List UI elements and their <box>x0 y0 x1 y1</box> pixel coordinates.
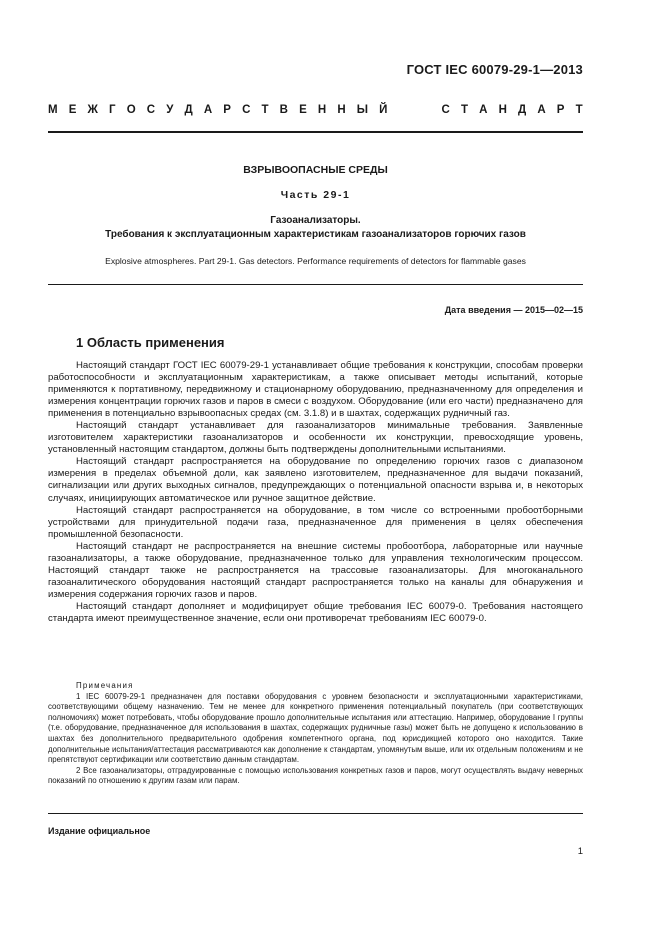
paragraph: Настоящий стандарт распространяется на оборудование по определению горючих газов с диапазоном измерения в пределах объемной доли, как заявлено изготовителем, предназначенное для выдачи показаний, сигнализации или других выходных сигналов, предупреждающих о потенциальной опасности взрыва и, в некоторых случаях, инициирующих автоматическое или ручное защитное действие. <box>48 456 583 504</box>
heading-letter <box>413 104 416 116</box>
paragraph: Настоящий стандарт распространяется на оборудование, в том числе со встроенными пробоотборными устройствами для принудительной подачи газа, предназначенное для применения в целях обеспечения промышленной безопасности. <box>48 504 583 540</box>
part-label: Часть 29-1 <box>280 189 351 201</box>
heading-letter: Д <box>518 104 527 116</box>
heading-letter: Г <box>109 104 116 116</box>
standard-type-heading <box>48 104 583 116</box>
notes-block <box>48 681 583 787</box>
heading-letter: В <box>279 104 288 116</box>
heading-letter <box>427 104 430 116</box>
heading-letter: Т <box>575 104 583 116</box>
heading-letter: Д <box>184 104 193 116</box>
note-item: 2 Все газоанализаторы, отградуированные с помощью использования конкретных газов и паров, могут осуществлять выдачу неверных показаний по отношению к другим газам или парам. <box>48 765 583 786</box>
paragraph: Настоящий стандарт дополняет и модифицирует общие требования IEC 60079-0. Требования настоящего стандарта имеют преимущественное значение, если они противоречат требованиям IEC 60079-0. <box>48 600 583 624</box>
heading-letter: Й <box>379 104 388 116</box>
heading-letter: Т <box>460 104 468 116</box>
heading-letter: Ж <box>87 104 98 116</box>
introduction-date: Дата введения — 2015—02—15 <box>444 305 583 315</box>
page-number: 1 <box>577 846 583 857</box>
heading-letter: О <box>126 104 136 116</box>
heading-letter: А <box>479 104 488 116</box>
notes-heading: Примечания <box>76 681 134 690</box>
heading-letter: Т <box>261 104 269 116</box>
heading-letter: У <box>166 104 174 116</box>
heading-letter: Н <box>337 104 346 116</box>
heading-letter: Р <box>223 104 231 116</box>
section-body <box>48 360 583 625</box>
heading-letter: Е <box>299 104 307 116</box>
heading-letter: С <box>146 104 156 116</box>
paragraph: Настоящий стандарт ГОСТ IEC 60079-29-1 устанавливает общие требования к конструкции, способам проверки работоспособности и эксплуатационным характеристикам, а также описывает методы испытаний, которые применяются к портативному, передвижному и стационарному оборудованию, предназначенному для определения и измерения концентрации горючих газов и паров в смеси с воздухом. Оборудование (или его части) предназначено для применения в потенциально взрывоопасных средах (см. 3.1.8) и в шахтах, содержащих рудничный газ. <box>48 360 583 420</box>
heading-letter: А <box>203 104 213 116</box>
note-item: 1 IEC 60079-29-1 предназначен для поставки оборудования с уровнем безопасности и эксплуатационными характеристиками, соответствующими общему назначению. Тем не менее для конкретного применения потенциальный покупатель (при соответствующих полномочиях) может потребовать, чтобы оборудование прошло дополнительные испытания или аттестацию. Например, оборудование I группы (т.е. оборудование, предназначенное для использования в шахтах, содержащих рудничные газы) может быть не допущено к использованию в шахтах без дополнительного предварительного одобрения компетентного органа, под юрисдикцией которого оно находится. Такие дополнительные испытания/аттестация рассматриваются как дополнение к стандартам, упомянутым выше, или их отдельным положениям и не препятствуют сертификации или соответствию данным стандартам. <box>48 691 583 765</box>
edition-label: Издание официальное <box>48 826 151 836</box>
paragraph: Настоящий стандарт не распространяется на внешние системы пробоотбора, лабораторные или научные газоанализаторы, а также оборудование, предназначенное только для управления технологическим процессом. Настоящий стандарт также не распространяется на трассовые газоанализаторы. Для многоканального газоаналитического оборудования настоящий стандарт распространяется только на каналы для обнаружения и измерения содержания горючих газов и паров. <box>48 540 583 600</box>
paragraph: Настоящий стандарт устанавливает для газоанализаторов минимальные требования. Заявленные изготовителем характеристики газоанализаторов и особенности их конструкции, превосходящие уровень, установленный настоящим стандартом, должны быть подтверждены дополнительными испытаниями. <box>48 420 583 456</box>
heading-letter: Р <box>556 104 565 116</box>
heading-letter: Н <box>317 104 327 116</box>
heading-letter: А <box>537 104 546 116</box>
heading-letter: С <box>242 104 251 116</box>
heading-letter <box>399 104 402 116</box>
heading-letter: М <box>48 104 58 116</box>
heading-letter: Е <box>68 104 77 116</box>
heading-letter: Ы <box>356 104 369 116</box>
heading-letter: С <box>441 104 450 116</box>
subtitle-line-2: Требования к эксплуатационным характеристикам газоанализаторов горючих газов <box>105 229 526 240</box>
english-title: Explosive atmospheres. Part 29-1. Gas detectors. Performance requirements of detectors for flammable gases <box>105 256 526 266</box>
document-title: ВЗРЫВООПАСНЫЕ СРЕДЫ <box>243 164 388 176</box>
middle-rule <box>48 284 583 285</box>
bottom-rule <box>48 813 583 814</box>
top-rule <box>48 131 583 133</box>
subtitle-line-1: Газоанализаторы. <box>270 215 361 226</box>
gost-code: ГОСТ IEC 60079-29-1—2013 <box>406 62 583 77</box>
section-heading: 1 Область применения <box>76 335 225 350</box>
heading-letter: Н <box>498 104 507 116</box>
